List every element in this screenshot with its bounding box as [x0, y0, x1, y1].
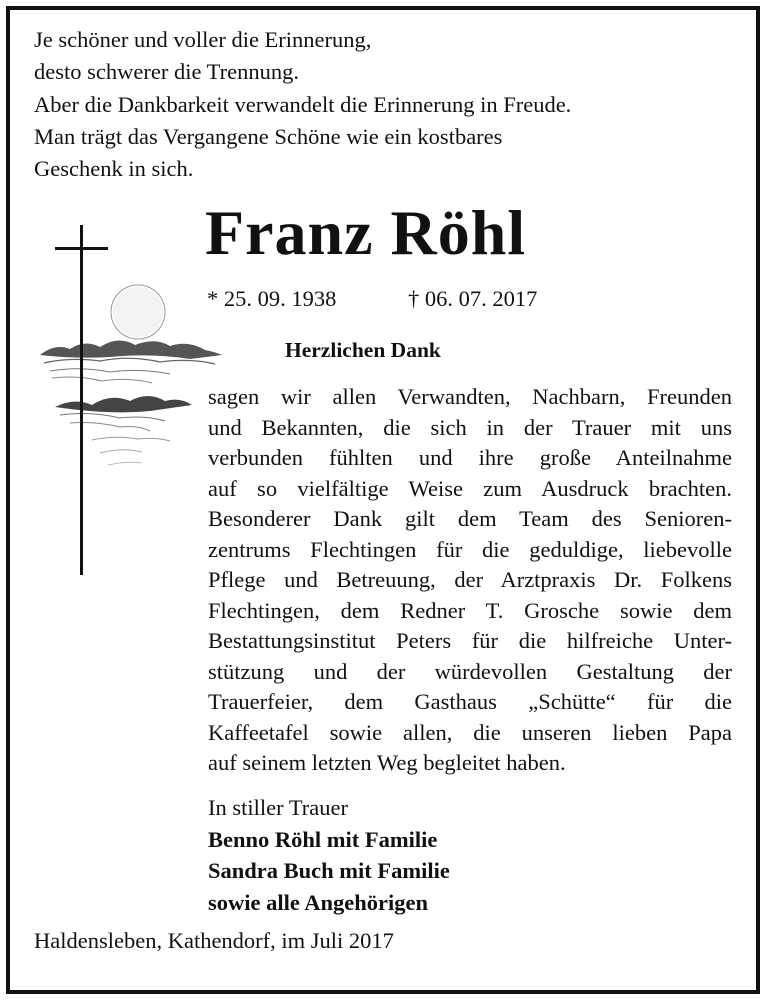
mourner-name: Benno Röhl mit Familie — [208, 826, 438, 852]
thanks-line: sagen wir allen Verwandten, Nachbarn, Freunden — [208, 384, 732, 409]
cross-with-sunset-landscape-icon — [30, 225, 230, 590]
thanks-line: Bestattungsinstitut Peters für die hilfreiche Unter- — [208, 628, 732, 653]
mourner-name: Sandra Buch mit Familie — [208, 858, 450, 883]
mourning-intro: In stiller Trauer — [208, 795, 348, 820]
thanks-line: und Bekannten, die sich in der Trauer mit uns — [208, 414, 732, 440]
mourner-name: sowie alle Angehörigen — [208, 889, 428, 915]
memorial-poem — [34, 24, 674, 185]
thanks-line: Flechtingen, dem Redner T. Grosche sowie dem — [208, 597, 732, 623]
death-date: † 06. 07. 2017 — [408, 286, 538, 311]
thanks-line: Kaffeetafel sowie allen, die unseren lieben Papa — [208, 719, 732, 745]
thanks-text — [208, 382, 732, 779]
thanks-line: Pflege und Betreuung, der Arztpraxis Dr. Folkens — [208, 567, 732, 592]
poem-line: Aber die Dankbarkeit verwandelt die Erinnerung in Freude. — [34, 91, 572, 117]
poem-line: Je schöner und voller die Erinnerung, — [34, 27, 372, 52]
thanks-heading: Herzlichen Dank — [285, 338, 441, 362]
poem-line: Man trägt das Vergangene Schöne wie ein kostbares — [34, 123, 503, 149]
thanks-line: stützung und der würdevollen Gestaltung der — [208, 658, 732, 684]
poem-line: Geschenk in sich. — [34, 156, 194, 182]
thanks-line: auf so vielfältige Weise zum Ausdruck brachten. — [208, 475, 732, 501]
birth-date: * 25. 09. 1938 — [207, 286, 337, 311]
place-and-date: Haldensleben, Kathendorf, im Juli 2017 — [34, 928, 394, 953]
deceased-name: Franz Röhl — [205, 197, 527, 268]
thanks-line: Besonderer Dank gilt dem Team des Senioren- — [208, 506, 732, 531]
thanks-line: zentrums Flechtingen für die geduldige, liebevolle — [208, 536, 732, 562]
thanks-line: auf seinem letzten Weg begleitet haben. — [208, 750, 566, 775]
signature-block — [208, 792, 450, 918]
thanks-line: Trauerfeier, dem Gasthaus „Schütte“ für die — [208, 689, 732, 714]
poem-line: desto schwerer die Trennung. — [34, 59, 299, 85]
thanks-line: verbunden fühlten und ihre große Anteilnahme — [208, 445, 732, 470]
